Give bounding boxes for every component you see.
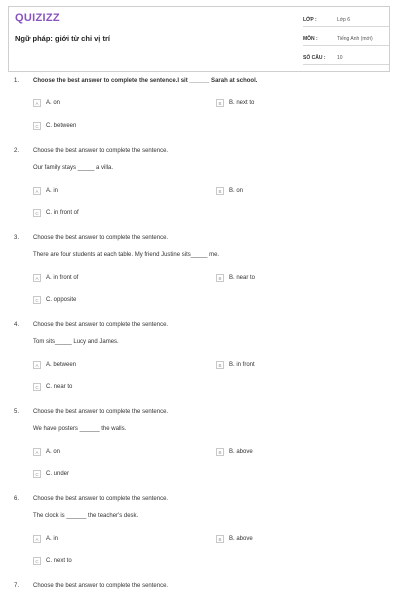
question-number: 5. bbox=[14, 409, 20, 415]
option-text: C. opposite bbox=[46, 297, 77, 303]
meta-row-subject bbox=[303, 32, 389, 46]
meta-label: LỚP : bbox=[303, 16, 317, 23]
question-number: 7. bbox=[14, 583, 20, 589]
option-b[interactable] bbox=[216, 360, 255, 370]
option-letter: B bbox=[216, 361, 224, 369]
meta-row-class bbox=[303, 13, 389, 27]
question-text: Choose the best answer to complete the sentence. bbox=[33, 148, 169, 154]
question-text: Choose the best answer to complete the sentence. bbox=[33, 235, 169, 241]
question-text: Choose the best answer to complete the sentence. bbox=[33, 322, 169, 328]
option-text: A. on bbox=[46, 100, 61, 106]
option-letter: B bbox=[216, 535, 224, 543]
option-text: A. on bbox=[46, 449, 61, 455]
option-c[interactable] bbox=[33, 382, 72, 392]
question-number: 4. bbox=[14, 322, 20, 328]
option-text: A. in front of bbox=[46, 275, 79, 281]
option-b[interactable] bbox=[216, 98, 254, 108]
option-text: B. above bbox=[229, 536, 253, 542]
question-sentence: Tom sits_____ Lucy and James. bbox=[33, 339, 119, 345]
option-b[interactable] bbox=[216, 186, 243, 196]
option-a[interactable] bbox=[33, 447, 60, 457]
question-number: 1. bbox=[14, 78, 20, 84]
meta-value: Tiếng Anh (mới) bbox=[337, 35, 373, 42]
option-text: A. in bbox=[46, 536, 59, 542]
option-a[interactable] bbox=[33, 186, 58, 196]
option-a[interactable] bbox=[33, 534, 58, 544]
worksheet-header bbox=[8, 6, 390, 72]
question-sentence: We have posters ______ the walls. bbox=[33, 426, 127, 432]
option-text: C. under bbox=[46, 471, 70, 477]
worksheet-meta bbox=[303, 13, 389, 70]
option-text: B. in front bbox=[229, 362, 255, 368]
option-c[interactable] bbox=[33, 121, 76, 131]
option-letter: A bbox=[33, 187, 41, 195]
option-b[interactable] bbox=[216, 273, 255, 283]
option-text: A. between bbox=[46, 362, 77, 368]
option-letter: B bbox=[216, 448, 224, 456]
quizizz-logo: QUIZIZZ bbox=[15, 12, 60, 24]
option-text: B. next to bbox=[229, 100, 255, 106]
question-text: Choose the best answer to complete the sentence.I sit ______ Sarah at school. bbox=[33, 78, 258, 84]
meta-row-count bbox=[303, 51, 389, 65]
question-number: 6. bbox=[14, 496, 20, 502]
option-c[interactable] bbox=[33, 295, 76, 305]
option-text: A. in bbox=[46, 188, 59, 194]
option-b[interactable] bbox=[216, 447, 253, 457]
meta-label: SỐ CÂU : bbox=[303, 54, 326, 61]
option-letter: C bbox=[33, 122, 41, 130]
question-sentence: Our family stays _____ a villa. bbox=[33, 165, 114, 171]
option-a[interactable] bbox=[33, 360, 76, 370]
option-text: B. on bbox=[229, 188, 244, 194]
option-c[interactable] bbox=[33, 208, 79, 218]
option-c[interactable] bbox=[33, 556, 72, 566]
option-letter: C bbox=[33, 383, 41, 391]
option-b[interactable] bbox=[216, 534, 253, 544]
meta-value: 10 bbox=[337, 54, 343, 61]
option-letter: A bbox=[33, 448, 41, 456]
question-sentence: The clock is ______ the teacher's desk. bbox=[33, 513, 139, 519]
option-letter: B bbox=[216, 274, 224, 282]
worksheet-title: Ngữ pháp: giới từ chỉ vị trí bbox=[15, 34, 110, 43]
option-text: C. between bbox=[46, 123, 77, 129]
option-letter: B bbox=[216, 99, 224, 107]
option-c[interactable] bbox=[33, 469, 69, 479]
option-text: C. in front of bbox=[46, 210, 79, 216]
option-letter: A bbox=[33, 361, 41, 369]
question-text: Choose the best answer to complete the sentence. bbox=[33, 409, 169, 415]
option-letter: A bbox=[33, 99, 41, 107]
option-letter: B bbox=[216, 187, 224, 195]
option-a[interactable] bbox=[33, 98, 60, 108]
option-text: B. above bbox=[229, 449, 253, 455]
option-letter: C bbox=[33, 557, 41, 565]
option-a[interactable] bbox=[33, 273, 78, 283]
option-text: B. near to bbox=[229, 275, 256, 281]
option-letter: C bbox=[33, 470, 41, 478]
option-letter: C bbox=[33, 209, 41, 217]
option-text: C. near to bbox=[46, 384, 73, 390]
meta-value: Lớp 6 bbox=[337, 16, 351, 23]
question-text: Choose the best answer to complete the sentence. bbox=[33, 496, 169, 502]
question-number: 3. bbox=[14, 235, 20, 241]
meta-label: MÔN : bbox=[303, 35, 318, 42]
question-text: Choose the best answer to complete the sentence. bbox=[33, 583, 169, 589]
option-letter: A bbox=[33, 535, 41, 543]
question-number: 2. bbox=[14, 148, 20, 154]
option-letter: A bbox=[33, 274, 41, 282]
option-letter: C bbox=[33, 296, 41, 304]
option-text: C. next to bbox=[46, 558, 72, 564]
question-sentence: There are four students at each table. My friend Justine sits_____ me. bbox=[33, 252, 220, 258]
